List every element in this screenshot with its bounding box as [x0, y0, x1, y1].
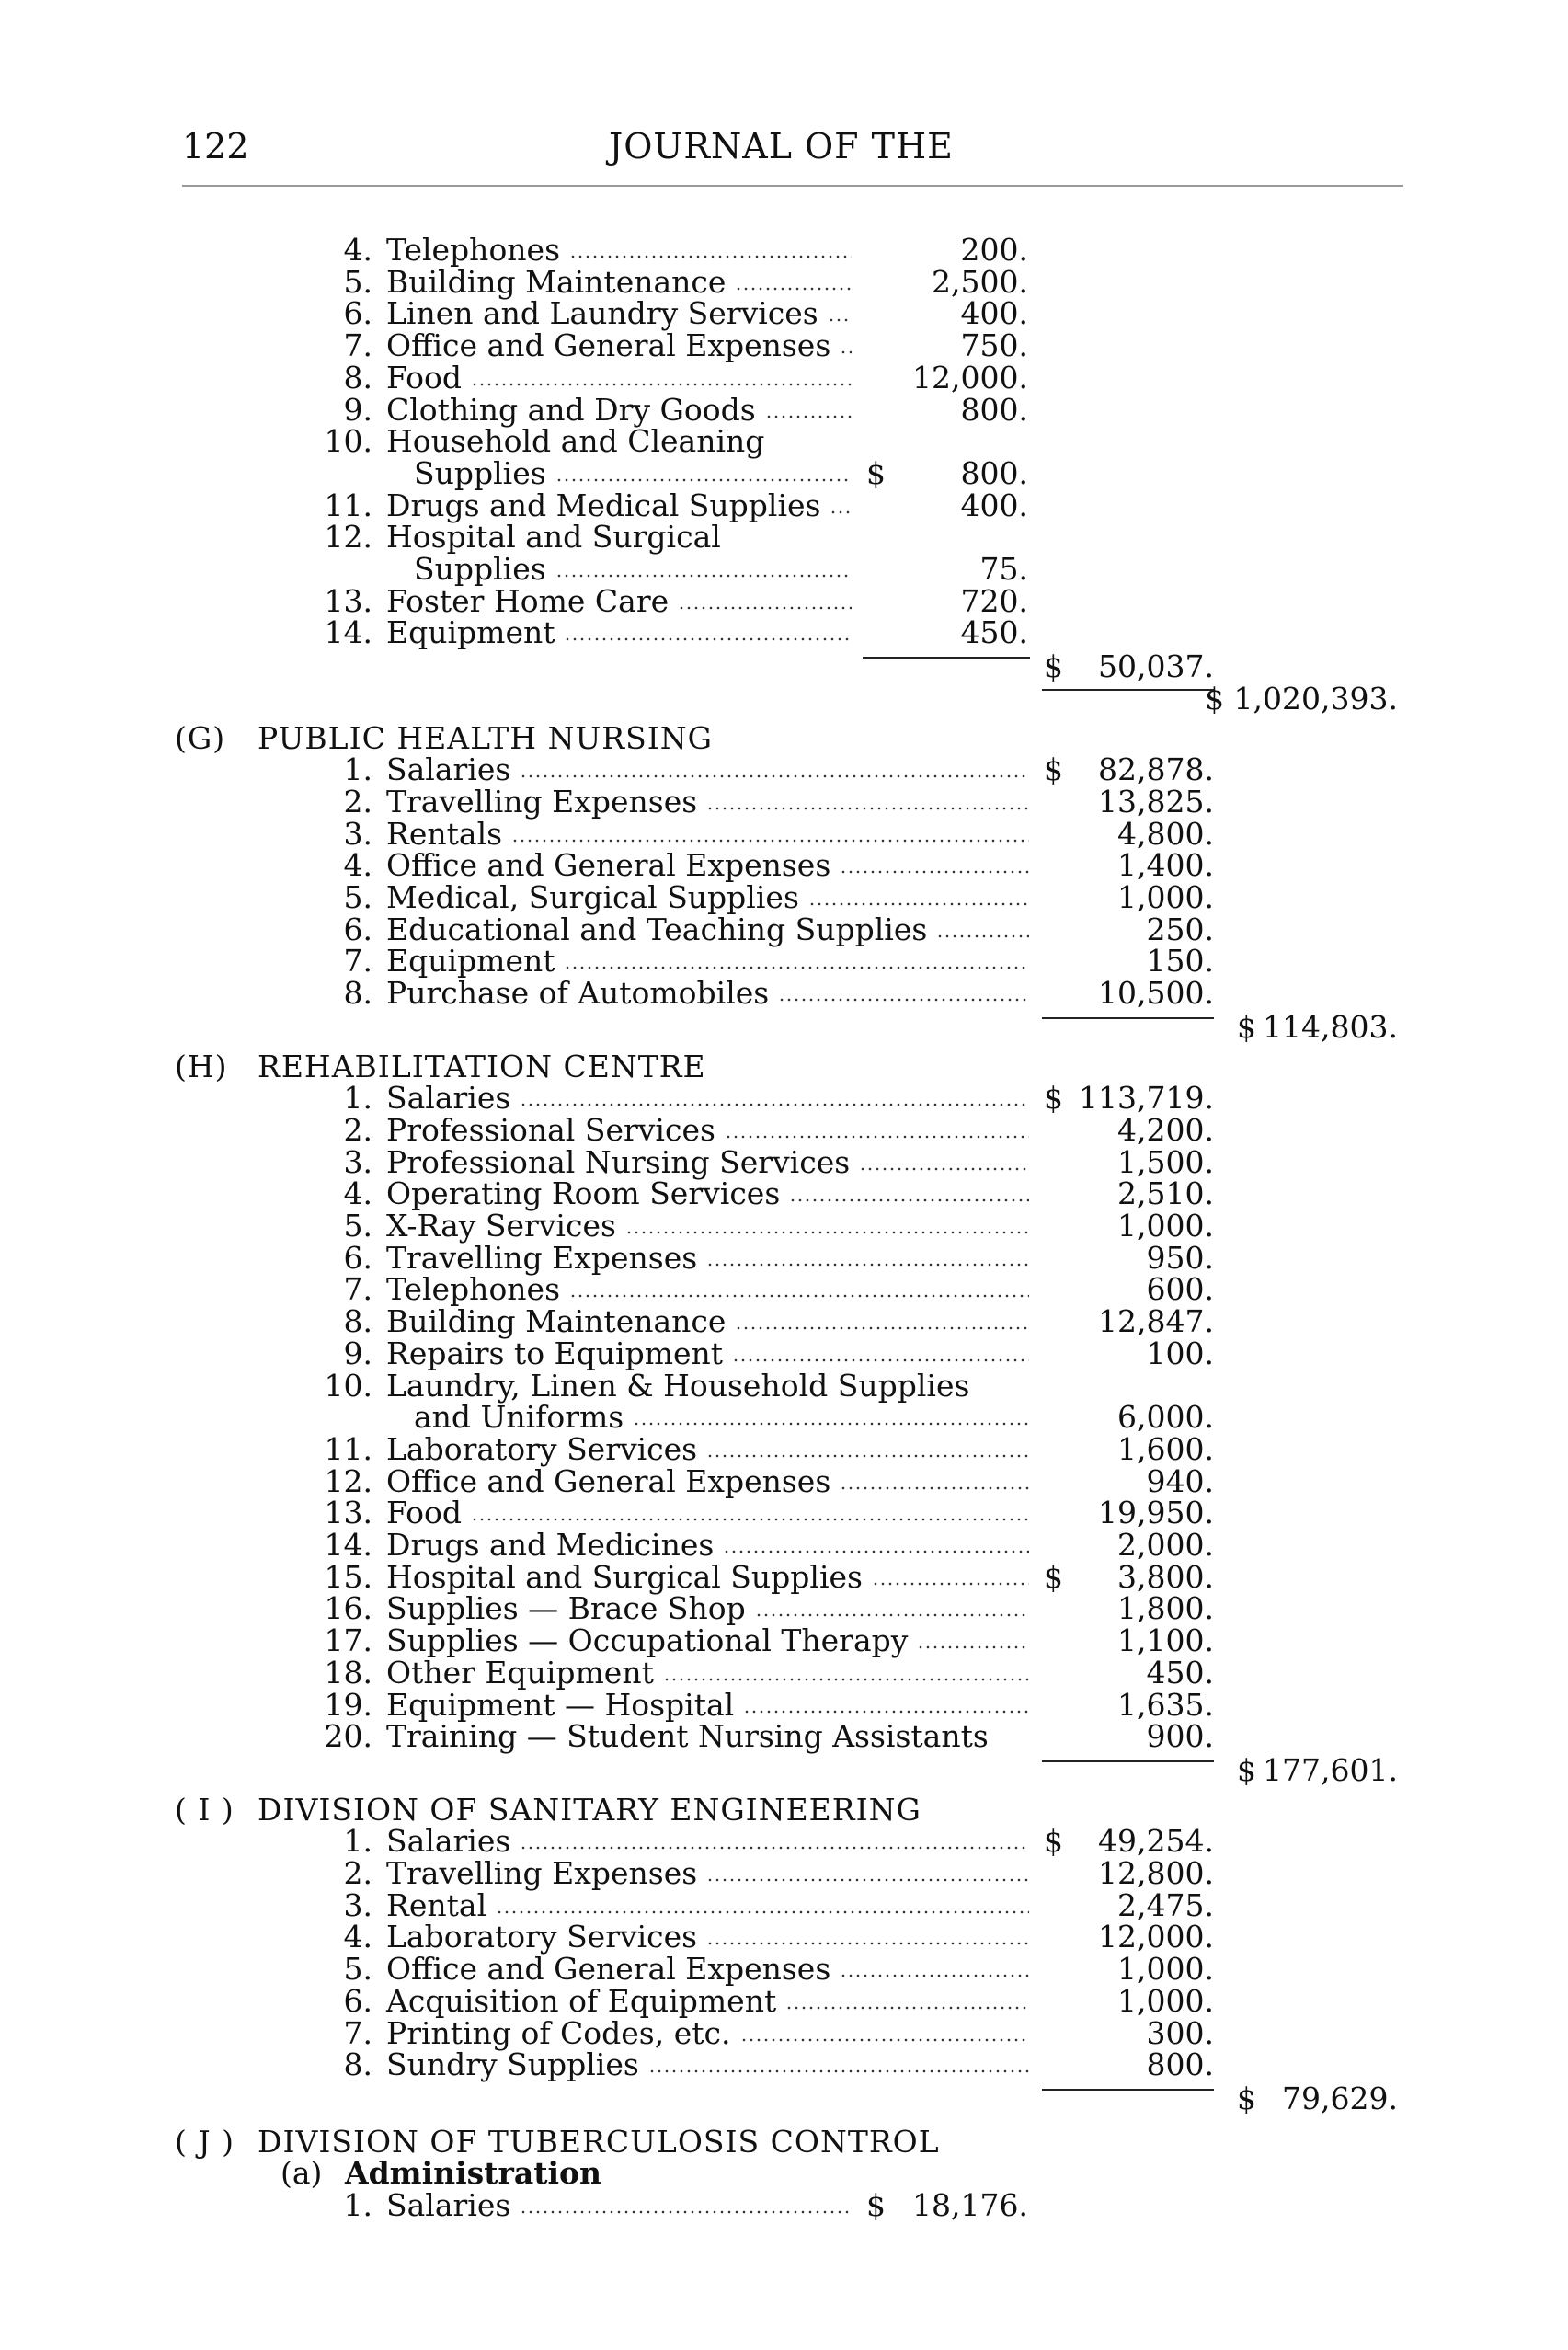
item-number: 3.	[343, 1886, 372, 1923]
item-amount: 150.	[1146, 943, 1214, 980]
item-number: 20.	[324, 1718, 372, 1755]
item-label	[386, 327, 857, 364]
item-label	[386, 1143, 1035, 1180]
item-amount: 3,800.	[1117, 1558, 1214, 1595]
page-number: 122	[182, 126, 249, 166]
item-label-text: Drugs and Medicines	[386, 1527, 715, 1563]
item-label-text: Supplies — Occupational Therapy	[386, 1622, 909, 1659]
subsection-title: Administration	[345, 2155, 602, 2192]
item-amount: 82,878.	[1098, 751, 1214, 788]
item-number: 6.	[343, 295, 372, 332]
leader-dots	[706, 1941, 1029, 1946]
item-amount: 13,825.	[1098, 783, 1214, 820]
dollar-sign: $	[1237, 1751, 1256, 1788]
item-amount: 1,000.	[1117, 1982, 1214, 2019]
item-label	[386, 1303, 1035, 1340]
dollar-sign: $	[1237, 2080, 1256, 2116]
item-number: 3.	[343, 1143, 372, 1180]
item-amount: 75.	[979, 551, 1028, 587]
leader-dots	[706, 1453, 1029, 1459]
item-label	[386, 519, 855, 556]
item-amount: 400.	[960, 487, 1028, 523]
item-label-text: Salaries	[386, 1080, 511, 1117]
item-amount: 900.	[1146, 1718, 1214, 1755]
item-number: 4.	[343, 847, 372, 884]
item-amount: 450.	[1146, 1654, 1214, 1691]
item-label-text: Drugs and Medical Supplies	[386, 487, 821, 523]
leader-dots	[569, 1293, 1029, 1299]
leader-dots	[840, 869, 1029, 875]
section-total: 177,601.	[1263, 1751, 1398, 1788]
leader-dots	[648, 2069, 1029, 2074]
dollar-sign: $	[866, 2187, 886, 2223]
item-number: 11.	[324, 1430, 372, 1467]
section-total-rule	[1042, 2089, 1214, 2091]
item-label-text: Laboratory Services	[386, 1919, 698, 1955]
item-number: 1.	[343, 751, 372, 788]
item-label-text: Travelling Expenses	[386, 1855, 698, 1891]
section-letter: (H)	[175, 1048, 228, 1084]
item-label-text: Laundry, Linen & Household Supplies	[386, 1367, 970, 1404]
item-amount: 1,600.	[1117, 1430, 1214, 1467]
item-label-text: Other Equipment	[386, 1654, 654, 1691]
leader-dots	[872, 1581, 1029, 1587]
item-label-text: Educational and Teaching Supplies	[386, 911, 928, 947]
item-label-text: Building Maintenance	[386, 1303, 727, 1340]
item-number: 17.	[324, 1622, 372, 1659]
item-amount: 1,800.	[1117, 1590, 1214, 1627]
item-amount: 2,510.	[1117, 1175, 1214, 1212]
item-label-text: Rentals	[386, 815, 503, 852]
item-amount: 19,950.	[1098, 1495, 1214, 1531]
leader-dots	[706, 1877, 1029, 1883]
item-amount: 1,000.	[1117, 879, 1214, 915]
item-label-text: Travelling Expenses	[386, 783, 698, 820]
item-number: 12.	[324, 519, 372, 556]
item-number: 9.	[343, 391, 372, 428]
item-label-text: Food	[386, 359, 462, 395]
item-number: 9.	[343, 1335, 372, 1371]
running-title: JOURNAL OF THE	[609, 126, 954, 166]
item-amount: 800.	[960, 454, 1028, 491]
item-label	[414, 454, 857, 491]
item-number: 5.	[343, 879, 372, 915]
section-letter: ( J )	[175, 2123, 235, 2160]
item-amount: 12,847.	[1098, 1303, 1214, 1340]
item-amount: 6,000.	[1117, 1399, 1214, 1436]
dollar-sign: $	[1237, 1008, 1256, 1045]
section-total: 79,629.	[1282, 2080, 1398, 2116]
item-label-text: Acquisition of Equipment	[386, 1982, 777, 2019]
leader-dots	[859, 1166, 1029, 1172]
item-label	[386, 1208, 1035, 1244]
item-number: 4.	[343, 1175, 372, 1212]
item-amount: 720.	[960, 582, 1028, 619]
leader-dots	[706, 1262, 1029, 1267]
item-number: 5.	[343, 1208, 372, 1244]
item-number: 12.	[324, 1462, 372, 1499]
item-label	[386, 1823, 1035, 1860]
item-amount: 940.	[1146, 1462, 1214, 1499]
item-label	[386, 1367, 1035, 1404]
item-label	[386, 1430, 1035, 1467]
item-number: 8.	[343, 1303, 372, 1340]
item-amount: 100.	[1146, 1335, 1214, 1371]
item-label-text: Clothing and Dry Goods	[386, 391, 756, 428]
item-label	[386, 1951, 1035, 1988]
item-label	[386, 1495, 1035, 1531]
item-label-text: Salaries	[386, 1823, 511, 1860]
item-number: 13.	[324, 1495, 372, 1531]
item-label	[386, 614, 857, 651]
item-label-text: Operating Room Services	[386, 1175, 781, 1212]
item-amount: 4,800.	[1117, 815, 1214, 852]
leader-dots	[471, 382, 852, 387]
item-label	[386, 1686, 1035, 1723]
item-amount: 1,000.	[1117, 1208, 1214, 1244]
dollar-sign: $	[1044, 751, 1063, 788]
leader-dots	[840, 1485, 1029, 1491]
item-number: 1.	[343, 1823, 372, 1860]
item-label	[386, 1558, 1035, 1595]
item-label-text: and Uniforms	[414, 1399, 624, 1436]
item-label-text: Office and General Expenses	[386, 1462, 831, 1499]
item-number: 16.	[324, 1590, 372, 1627]
item-label-text: Office and General Expenses	[386, 847, 831, 884]
item-label	[386, 1718, 1035, 1755]
item-label	[386, 879, 1035, 915]
item-label	[386, 1622, 1035, 1659]
item-label-text: Telephones	[386, 1271, 561, 1308]
section-title: REHABILITATION CENTRE	[258, 1048, 706, 1084]
item-label-text: Supplies	[414, 454, 546, 491]
header-rule	[182, 185, 1403, 187]
item-label	[386, 1462, 1035, 1499]
item-amount: 113,719.	[1079, 1080, 1214, 1117]
item-label	[414, 551, 857, 587]
item-label-text: Professional Services	[386, 1111, 715, 1148]
item-number: 5.	[343, 1951, 372, 1988]
item-amount: 800.	[1146, 2046, 1214, 2083]
item-label-text: Laboratory Services	[386, 1430, 698, 1467]
item-label-text: Rental	[386, 1886, 487, 1923]
item-number: 8.	[343, 2046, 372, 2083]
leader-dots	[735, 1325, 1029, 1331]
item-label-text: Building Maintenance	[386, 263, 727, 300]
item-label	[386, 487, 857, 523]
dollar-sign: $	[866, 454, 886, 491]
item-label	[386, 1335, 1035, 1371]
leader-dots	[740, 2037, 1030, 2043]
item-amount: 2,500.	[932, 263, 1028, 300]
subsection-letter: (a)	[280, 2155, 323, 2192]
leader-dots	[755, 1612, 1029, 1618]
item-label-text: Professional Nursing Services	[386, 1143, 851, 1180]
item-amount: 600.	[1146, 1271, 1214, 1308]
dollar-sign: $	[1044, 1823, 1063, 1860]
item-label	[386, 783, 1035, 820]
item-label-text: Supplies — Brace Shop	[386, 1590, 746, 1627]
item-label	[386, 2187, 857, 2223]
item-label	[386, 1527, 1035, 1563]
item-label-text: Telephones	[386, 232, 561, 268]
item-number: 10.	[324, 423, 372, 460]
item-amount: 750.	[960, 327, 1028, 364]
item-label	[386, 1654, 1035, 1691]
leader-dots	[496, 1909, 1029, 1915]
leader-dots	[633, 1421, 1029, 1427]
item-number: 15.	[324, 1558, 372, 1595]
item-amount: 18,176.	[912, 2187, 1028, 2223]
item-number: 2.	[343, 1855, 372, 1891]
item-label	[386, 1271, 1035, 1308]
item-label	[386, 815, 1035, 852]
item-label-text: Travelling Expenses	[386, 1239, 698, 1276]
leader-dots	[625, 1230, 1029, 1235]
item-label	[386, 1919, 1035, 1955]
leader-dots	[569, 254, 852, 259]
item-label	[386, 582, 857, 619]
item-amount: 4,200.	[1117, 1111, 1214, 1148]
subtotal-amount: 50,037.	[1098, 648, 1214, 685]
item-label	[386, 1886, 1035, 1923]
item-number: 4.	[343, 1919, 372, 1955]
item-label-text: Hospital and Surgical	[386, 519, 721, 556]
leader-dots	[564, 965, 1029, 970]
leader-dots	[725, 1134, 1029, 1140]
leader-dots	[520, 1845, 1029, 1851]
item-number: 19.	[324, 1686, 372, 1723]
item-amount: 12,000.	[1098, 1919, 1214, 1955]
item-amount: 1,400.	[1117, 847, 1214, 884]
subtotal-rule	[863, 657, 1030, 659]
leader-dots	[555, 477, 852, 483]
section-total-rule	[1042, 1017, 1214, 1019]
item-number: 7.	[343, 2014, 372, 2051]
dollar-sign: $	[1044, 1558, 1063, 1595]
leader-dots	[511, 838, 1029, 843]
item-label-text: Foster Home Care	[386, 582, 670, 619]
item-number: 18.	[324, 1654, 372, 1691]
item-label-text: Salaries	[386, 2187, 511, 2223]
item-label-text: Equipment — Hospital	[386, 1686, 735, 1723]
item-label-text: Food	[386, 1495, 462, 1531]
leader-dots	[520, 2209, 852, 2215]
item-label	[386, 1239, 1035, 1276]
section-title: DIVISION OF TUBERCULOSIS CONTROL	[258, 2123, 940, 2160]
item-label	[386, 911, 1035, 947]
item-number: 7.	[343, 1271, 372, 1308]
leader-dots	[840, 1973, 1029, 1978]
item-number: 14.	[324, 614, 372, 651]
leader-dots	[520, 774, 1029, 779]
item-number: 10.	[324, 1367, 372, 1404]
item-label-text: Medical, Surgical Supplies	[386, 879, 799, 915]
item-amount: 1,000.	[1117, 1951, 1214, 1988]
item-label	[386, 423, 855, 460]
item-number: 2.	[343, 1111, 372, 1148]
leader-dots	[663, 1677, 1029, 1682]
section-letter: ( I )	[175, 1791, 235, 1828]
section-title: PUBLIC HEALTH NURSING	[258, 719, 713, 756]
item-label-text: Office and General Expenses	[386, 327, 831, 364]
item-number: 6.	[343, 1239, 372, 1276]
item-amount: 2,000.	[1117, 1527, 1214, 1563]
leader-dots	[564, 636, 852, 642]
item-amount: 1,500.	[1117, 1143, 1214, 1180]
section-total: $ 1,020,393.	[1205, 680, 1398, 716]
section-letter: (G)	[175, 719, 226, 756]
section-total: 114,803.	[1263, 1008, 1398, 1045]
item-label-text: Sundry Supplies	[386, 2046, 639, 2083]
leader-dots	[706, 806, 1029, 811]
item-label	[414, 1399, 1035, 1436]
leader-dots	[732, 1358, 1029, 1363]
item-number: 7.	[343, 327, 372, 364]
item-label	[386, 295, 857, 332]
item-label	[386, 943, 1035, 980]
item-number: 13.	[324, 582, 372, 619]
item-amount: 12,000.	[912, 359, 1028, 395]
item-amount: 450.	[960, 614, 1028, 651]
item-number: 1.	[343, 2187, 372, 2223]
item-number: 6.	[343, 911, 372, 947]
item-amount: 12,800.	[1098, 1855, 1214, 1891]
leader-dots	[743, 1709, 1029, 1714]
item-label	[386, 2014, 1035, 2051]
item-label	[386, 1590, 1035, 1627]
item-label	[386, 1111, 1035, 1148]
item-amount: 1,100.	[1117, 1622, 1214, 1659]
item-label	[386, 2046, 1035, 2083]
item-amount: 2,475.	[1117, 1886, 1214, 1923]
item-label-text: Printing of Codes, etc.	[386, 2014, 731, 2051]
item-number: 4.	[343, 232, 372, 268]
item-label-text: Repairs to Equipment	[386, 1335, 724, 1371]
item-number: 7.	[343, 943, 372, 980]
item-label-text: Linen and Laundry Services	[386, 295, 818, 332]
item-number: 14.	[324, 1527, 372, 1563]
item-label	[386, 1080, 1035, 1117]
item-label	[386, 1855, 1035, 1891]
item-label	[386, 751, 1035, 788]
item-label	[386, 847, 1035, 884]
leader-dots	[785, 2005, 1029, 2011]
item-number: 8.	[343, 359, 372, 395]
item-number: 2.	[343, 783, 372, 820]
leader-dots	[789, 1198, 1029, 1203]
section-title: DIVISION OF SANITARY ENGINEERING	[258, 1791, 921, 1828]
leader-dots	[520, 1102, 1029, 1107]
item-label-text: Supplies	[414, 551, 546, 587]
item-label	[386, 1982, 1035, 2019]
item-label-text: Salaries	[386, 751, 511, 788]
item-number: 6.	[343, 1982, 372, 2019]
leader-dots	[808, 901, 1029, 907]
leader-dots	[471, 1517, 1029, 1522]
item-label-text: X-Ray Services	[386, 1208, 616, 1244]
item-amount: 200.	[960, 232, 1028, 268]
item-label	[386, 359, 857, 395]
item-label	[386, 232, 857, 268]
item-amount: 400.	[960, 295, 1028, 332]
item-number: 8.	[343, 975, 372, 1012]
item-label-text: Training — Student Nursing Assistants	[386, 1718, 989, 1755]
item-number: 5.	[343, 263, 372, 300]
item-amount: 1,635.	[1117, 1686, 1214, 1723]
item-number: 1.	[343, 1080, 372, 1117]
item-number: 3.	[343, 815, 372, 852]
item-label-text: Purchase of Automobiles	[386, 975, 770, 1012]
leader-dots	[778, 997, 1029, 1003]
item-number: 11.	[324, 487, 372, 523]
section-total-rule	[1042, 1760, 1214, 1762]
item-label-text: Household and Cleaning	[386, 423, 765, 460]
dollar-sign: $	[1044, 1080, 1063, 1117]
item-amount: 250.	[1146, 911, 1214, 947]
item-label	[386, 263, 857, 300]
item-label-text: Office and General Expenses	[386, 1951, 831, 1988]
leader-dots	[723, 1549, 1029, 1554]
dollar-sign: $	[1044, 648, 1063, 685]
item-label	[386, 975, 1035, 1012]
leader-dots	[555, 573, 852, 579]
item-label-text: Equipment	[386, 614, 555, 651]
item-amount: 49,254.	[1098, 1823, 1214, 1860]
item-amount: 950.	[1146, 1239, 1214, 1276]
item-amount: 300.	[1146, 2014, 1214, 2051]
item-label-text: Hospital and Surgical Supplies	[386, 1558, 863, 1595]
item-label	[386, 391, 857, 428]
item-label-text: Equipment	[386, 943, 555, 980]
item-amount: 10,500.	[1098, 975, 1214, 1012]
item-label	[386, 1175, 1035, 1212]
item-amount: 800.	[960, 391, 1028, 428]
